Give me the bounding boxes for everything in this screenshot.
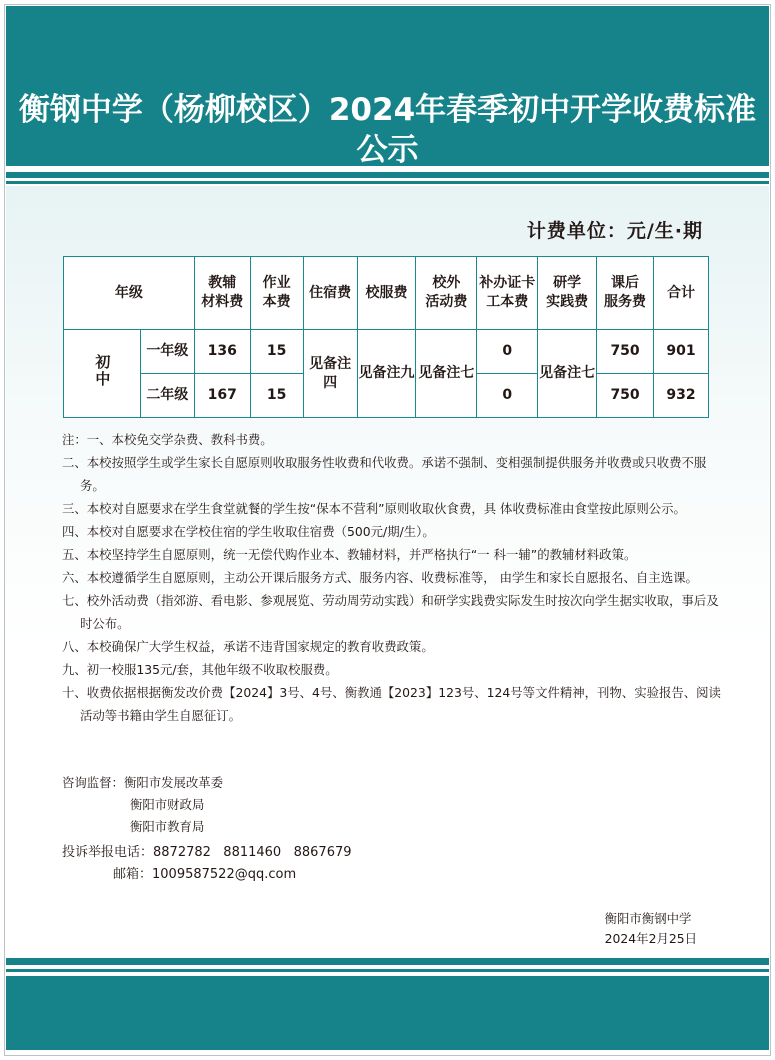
signature-block — [605, 909, 697, 949]
materials-cell: 167 — [194, 374, 250, 418]
note-item: 十、收费依据根据衡发改价费【2024】3号、4号、衡教通【2023】123号、124号等文件精神，刊物、实验报告、阅读活动等书籍由学生自愿征订。 — [62, 685, 721, 723]
header-card: 补办证卡 工本费 — [477, 257, 538, 330]
supervision-block — [62, 772, 223, 838]
header-study: 研学 实践费 — [538, 257, 597, 330]
activity-note-cell: 见备注七 — [416, 330, 477, 418]
supervision-item: 衡阳市发展改革委 — [123, 775, 224, 790]
header-afterschool: 课后 服务费 — [597, 257, 654, 330]
header-homework: 作业 本费 — [250, 257, 303, 330]
card-cell: 0 — [477, 374, 538, 418]
uniform-note-cell: 见备注九 — [357, 330, 416, 418]
notes-section — [62, 428, 722, 727]
grade-cell: 二年级 — [140, 374, 194, 418]
note-item: 三、本校对自愿要求在学生食堂就餐的学生按“保本不营利”原则收取伙食费，具 体收费标准由食堂按此原则公示。 — [62, 501, 686, 516]
email-label: 邮箱： — [113, 867, 153, 882]
homework-cell: 15 — [250, 330, 303, 374]
supervision-item: 衡阳市教育局 — [130, 819, 205, 834]
billing-unit: 计费单位：元/生·期 — [526, 220, 703, 242]
phone-label: 投诉举报电话： — [62, 845, 154, 860]
note-item: 六、本校遵循学生自愿原则，主动公开课后服务方式、服务内容、收费标准等， 由学生和家长自愿报名、自主选课。 — [62, 570, 698, 585]
materials-cell: 136 — [194, 330, 250, 374]
signature-date: 2024年2月25日 — [604, 931, 697, 946]
total-cell: 932 — [654, 374, 709, 418]
complaint-block — [62, 842, 352, 886]
header-lodging: 住宿费 — [303, 257, 357, 330]
note-item: 九、初一校服135元/套，其他年级不收取校服费。 — [62, 662, 338, 677]
lodging-note-cell: 见备注四 — [303, 330, 357, 418]
header-activity: 校外 活动费 — [416, 257, 477, 330]
afterschool-cell: 750 — [597, 374, 654, 418]
table-row — [64, 330, 709, 374]
total-cell: 901 — [654, 330, 709, 374]
note-item: 七、校外活动费（指郊游、看电影、参观展览、劳动周劳动实践）和研学实践费实际发生时按次向学生据实收取，事后及时公布。 — [62, 593, 719, 631]
email-link[interactable]: 1009587522@qq.com — [152, 867, 297, 882]
header-stripe — [6, 172, 769, 178]
header-stripe-thin — [6, 181, 769, 184]
grade-cell: 一年级 — [140, 330, 194, 374]
header-total: 合计 — [654, 257, 709, 330]
homework-cell: 15 — [250, 374, 303, 418]
page-title: 衡钢中学（杨柳校区）2024年春季初中开学收费标准公示 — [18, 92, 757, 168]
footer-band — [6, 976, 769, 1050]
footer-stripe — [6, 958, 769, 965]
note-item: 八、本校确保广大学生权益，承诺不违背国家规定的教育收费政策。 — [62, 639, 434, 654]
footer-stripe-thin — [6, 969, 769, 972]
card-cell: 0 — [477, 330, 538, 374]
phone-numbers: 8872782 8811460 8867679 — [153, 845, 352, 860]
note-item: 五、本校坚持学生自愿原则，统一无偿代购作业本、教辅材料，并严格执行“一 科一辅”的教辅材料政策。 — [62, 547, 637, 562]
study-note-cell: 见备注七 — [538, 330, 597, 418]
note-item: 注：一、本校免交学杂费、教科书费。 — [62, 432, 273, 447]
fee-table — [63, 256, 709, 418]
header-grade: 年级 — [64, 257, 195, 330]
note-item: 二、本校按照学生或学生家长自愿原则收取服务性收费和代收费。承诺不强制、变相强制提供服务并收费或只收费不服务。 — [62, 455, 707, 493]
header-uniform: 校服费 — [357, 257, 416, 330]
afterschool-cell: 750 — [597, 330, 654, 374]
signature-org: 衡阳市衡钢中学 — [604, 911, 692, 926]
table-header-row — [64, 257, 709, 330]
header-materials: 教辅 材料费 — [194, 257, 250, 330]
supervision-item: 衡阳市财政局 — [130, 797, 205, 812]
level-cell: 初中 — [64, 330, 141, 418]
supervision-label: 咨询监督： — [62, 775, 124, 790]
note-item: 四、本校对自愿要求在学校住宿的学生收取住宿费（500元/期/生）。 — [62, 524, 435, 539]
